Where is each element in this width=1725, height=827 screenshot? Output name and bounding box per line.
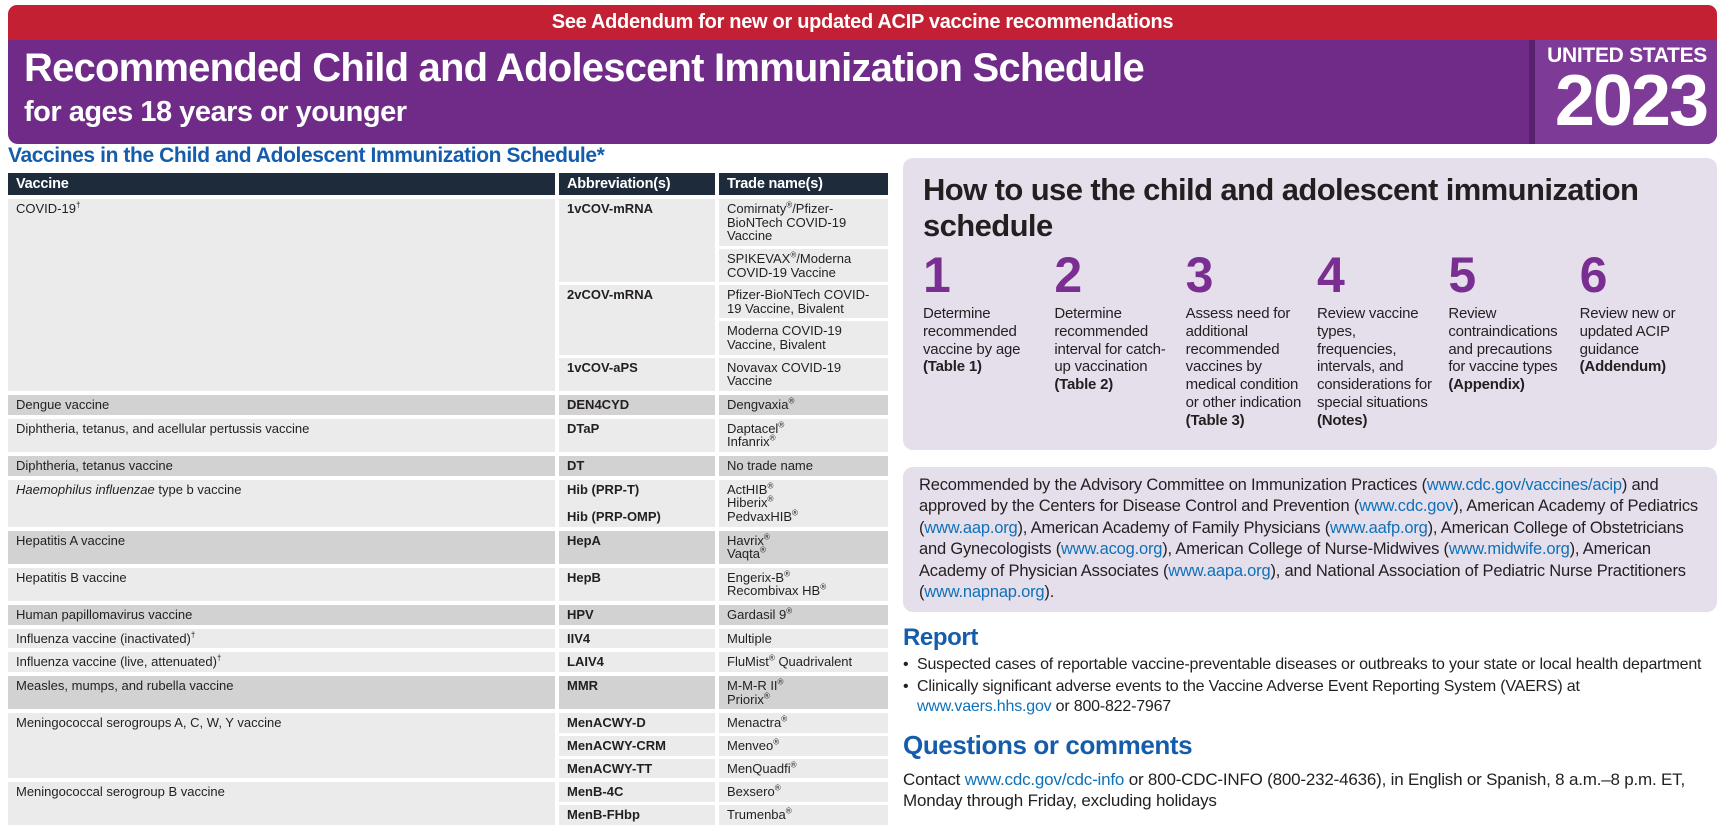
trade-name-cell: Menveo® <box>719 736 888 756</box>
abbr-trade-group <box>559 759 888 779</box>
superscript-dagger: † <box>190 630 196 640</box>
trade-name-cell: MenQuadfi® <box>719 759 888 779</box>
trade-name-cell: Bexsero® <box>719 782 888 802</box>
inline-link[interactable]: www.vaers.hhs.gov <box>917 697 1052 715</box>
contact-paragraph: Contact www.cdc.gov/cdc-info or 800-CDC-INFO (800-232-4636), in English or Spanish, 8 a.m.–8 p.m. ET, Monday through Friday, excluding holidays <box>903 770 1685 811</box>
abbreviation-cell: MMR <box>559 676 715 709</box>
table-title: Vaccines in the Child and Adolescent Immunization Schedule* <box>8 144 605 167</box>
abbr-trade-group <box>559 531 888 564</box>
table-row <box>8 605 888 625</box>
column-header-vaccine: Vaccine <box>8 173 555 195</box>
abbreviation-cell: 1vCOV-aPS <box>559 358 715 391</box>
page-subtitle: for ages 18 years or younger <box>24 96 407 128</box>
step-reference: (Table 2) <box>1054 376 1114 394</box>
how-to-step <box>1054 246 1171 429</box>
inline-link[interactable]: www.cdc.gov/vaccines/acip <box>1426 476 1622 494</box>
abbreviation-cell: HepA <box>559 531 715 564</box>
vaccine-name-cell: Diphtheria, tetanus, and acellular pertussis vaccine <box>8 419 555 452</box>
country-label: UNITED STATES <box>1547 44 1707 67</box>
abbr-trade-group <box>559 676 888 709</box>
how-to-step <box>923 246 1040 429</box>
table-row <box>8 199 888 391</box>
table-row <box>8 629 888 649</box>
step-text: Review new or updated ACIP guidance (Addendum) <box>1579 305 1676 376</box>
inline-link[interactable]: www.midwife.org <box>1448 540 1570 559</box>
abbr-trade-group <box>559 713 888 733</box>
inline-link[interactable]: www.aap.org <box>924 518 1018 537</box>
trade-name-cell: Comirnaty®/Pfizer-BioNTech COVID-19 Vaccine <box>719 199 888 246</box>
how-to-use-title: How to use the child and adolescent immunization schedule <box>923 172 1639 243</box>
trade-name-cells <box>719 782 888 802</box>
table-header-row <box>8 173 888 195</box>
trade-name-cell: Pfizer-BioNTech COVID-19 Vaccine, Bivalent <box>719 285 888 318</box>
table-row <box>8 480 888 527</box>
abbr-trade-groups <box>559 605 888 625</box>
trade-name-cells <box>719 456 888 476</box>
table-row <box>8 531 888 564</box>
vaccine-name-cell: Influenza vaccine (inactivated)† <box>8 629 555 649</box>
superscript-dagger: † <box>75 200 81 210</box>
abbreviation-cell: HPV <box>559 605 715 625</box>
trade-name-cells <box>719 419 888 452</box>
abbr-trade-group <box>559 395 888 415</box>
table-row <box>8 782 888 824</box>
abbr-trade-group <box>559 358 888 391</box>
vaccine-name-cell: Meningococcal serogroups A, C, W, Y vaccine <box>8 713 555 778</box>
inline-link[interactable]: www.cdc.gov <box>1359 497 1454 516</box>
table-row <box>8 395 888 415</box>
trade-name-cells <box>719 713 888 733</box>
abbr-trade-groups <box>559 531 888 564</box>
trade-name-cell: Menactra® <box>719 713 888 733</box>
abbr-trade-groups <box>559 568 888 601</box>
abbreviation-cell: MenB-FHbp <box>559 805 715 825</box>
trade-name-cells <box>719 736 888 756</box>
report-bullet: • Suspected cases of reportable vaccine-preventable diseases or outbreaks to your state or local health department <box>903 655 1717 675</box>
abbr-trade-groups <box>559 629 888 649</box>
abbr-trade-group <box>559 805 888 825</box>
abbreviation-cell: Hib (PRP-T) Hib (PRP-OMP) <box>559 480 715 527</box>
step-text: Determine recommended vaccine by age (Table 1) <box>923 305 1021 376</box>
step-number: 2 <box>1054 246 1083 303</box>
trade-name-cells <box>719 676 888 709</box>
step-text: Determine recommended interval for catch-up vaccination (Table 2) <box>1054 305 1166 394</box>
how-to-step <box>1185 246 1303 429</box>
how-to-step <box>1316 246 1434 429</box>
abbr-trade-groups <box>559 480 888 527</box>
abbr-trade-group <box>559 285 888 355</box>
addendum-banner <box>8 5 1717 40</box>
steps-list <box>923 246 1697 429</box>
trade-name-cell: No trade name <box>719 456 888 476</box>
report-bullet-list <box>903 655 1717 717</box>
report-heading: Report <box>903 623 978 651</box>
abbr-trade-groups <box>559 782 888 824</box>
abbr-trade-group <box>559 782 888 802</box>
step-number: 5 <box>1448 246 1477 303</box>
table-row <box>8 419 888 452</box>
abbreviation-cell: 2vCOV-mRNA <box>559 285 715 355</box>
inline-link[interactable]: www.acog.org <box>1061 540 1163 559</box>
step-reference: (Addendum) <box>1579 358 1666 376</box>
year-label: 2023 <box>1554 61 1707 141</box>
trade-name-cell: Multiple <box>719 629 888 649</box>
abbr-trade-groups <box>559 395 888 415</box>
report-bullet: • Clinically significant adverse events to the Vaccine Adverse Event Reporting System (VAERS) at www.vaers.hhs.gov or 800-822-7967 <box>903 677 1717 716</box>
title-banner <box>8 40 1717 144</box>
abbreviation-cell: DT <box>559 456 715 476</box>
abbreviation-cell: 1vCOV-mRNA <box>559 199 715 282</box>
inline-link[interactable]: www.aapa.org <box>1168 561 1271 580</box>
abbreviation-cell: MenACWY-D <box>559 713 715 733</box>
how-to-step <box>1579 246 1697 429</box>
abbreviation-cell: MenACWY-TT <box>559 759 715 779</box>
step-text: Review contraindications and precautions for vaccine types (Appendix) <box>1448 305 1558 394</box>
table-row <box>8 568 888 601</box>
inline-link[interactable]: www.aafp.org <box>1330 518 1428 537</box>
table-row <box>8 713 888 778</box>
how-to-use-box <box>903 158 1717 450</box>
trade-name-cell: M-M-R II® Priorix® <box>719 676 888 709</box>
vaccine-name-cell: Hepatitis B vaccine <box>8 568 555 601</box>
step-reference: (Table 3) <box>1185 411 1245 429</box>
vaccine-name-cell: Human papillomavirus vaccine <box>8 605 555 625</box>
document-header <box>8 5 1717 144</box>
trade-name-cell: Havrix® Vaqta® <box>719 531 888 564</box>
vaccine-name-cell: Measles, mumps, and rubella vaccine <box>8 676 555 709</box>
trade-name-cells <box>719 652 888 672</box>
recommended-by-paragraph: Recommended by the Advisory Committee on Immunization Practices (www.cdc.gov/vaccines/acip) and approved by the Centers for Disease Control and Prevention (www.cdc.gov), American Academy of Pediatrics (www.aap.org), American Academy of Family Physicians (www.aafp.org), American College of Obstetricians and Gynecologists (www.acog.org), American College of Nurse-Midwives (www.midwife.org), American Academy of Physician Associates (www.aapa.org), and National Association of Pediatric Nurse Practitioners (www.napnap.org). <box>903 467 1717 612</box>
abbr-trade-group <box>559 568 888 601</box>
inline-link[interactable]: www.cdc.gov/cdc-info <box>964 770 1125 790</box>
abbr-trade-groups <box>559 713 888 778</box>
table-row <box>8 456 888 476</box>
superscript-dagger: † <box>216 654 222 664</box>
table-body <box>8 199 888 825</box>
abbr-trade-groups <box>559 652 888 672</box>
vaccine-table-section <box>8 144 888 825</box>
step-number: 6 <box>1579 246 1608 303</box>
trade-name-cells <box>719 531 888 564</box>
abbr-trade-groups <box>559 419 888 452</box>
abbr-trade-groups <box>559 456 888 476</box>
trade-name-cells <box>719 395 888 415</box>
abbr-trade-groups <box>559 676 888 709</box>
vaccine-name-cell: Hepatitis A vaccine <box>8 531 555 564</box>
step-reference: (Notes) <box>1316 411 1368 429</box>
abbr-trade-group <box>559 419 888 452</box>
trade-name-cells <box>719 805 888 825</box>
vaccine-name-cell: COVID-19† <box>8 199 555 391</box>
abbreviation-cell: HepB <box>559 568 715 601</box>
abbr-trade-groups <box>559 199 888 391</box>
abbr-trade-group <box>559 456 888 476</box>
step-reference: (Appendix) <box>1448 376 1525 394</box>
trade-name-cells <box>719 199 888 282</box>
abbreviation-cell: MenACWY-CRM <box>559 736 715 756</box>
trade-name-cell: SPIKEVAX®/Moderna COVID-19 Vaccine <box>719 249 888 282</box>
year-block <box>1529 40 1717 144</box>
step-text: Assess need for additional recommended vaccines by medical condition or other indication (Table 3) <box>1185 305 1302 429</box>
trade-name-cells <box>719 358 888 391</box>
abbreviation-cell: DEN4CYD <box>559 395 715 415</box>
trade-name-cell: Engerix-B® Recombivax HB® <box>719 568 888 601</box>
abbr-trade-group <box>559 199 888 282</box>
step-number: 1 <box>923 246 951 303</box>
questions-heading: Questions or comments <box>903 730 1193 761</box>
trade-name-cells <box>719 629 888 649</box>
step-number: 4 <box>1316 246 1345 303</box>
trade-name-cell: Daptacel® Infanrix® <box>719 419 888 452</box>
addendum-notice: See Addendum for new or updated ACIP vaccine recommendations <box>551 11 1174 33</box>
trade-name-cells <box>719 285 888 355</box>
step-text: Review vaccine types, frequencies, intervals, and considerations for special situations (Notes) <box>1316 305 1432 429</box>
how-to-step <box>1448 246 1565 429</box>
step-number: 3 <box>1185 246 1214 303</box>
table-row <box>8 676 888 709</box>
trade-name-cells <box>719 759 888 779</box>
abbreviation-cell: LAIV4 <box>559 652 715 672</box>
vaccine-name-cell: Haemophilus influenzae type b vaccine <box>8 480 555 527</box>
table-row <box>8 652 888 672</box>
inline-link[interactable]: www.napnap.org <box>924 583 1045 602</box>
trade-name-cell: FluMist® Quadrivalent <box>719 652 888 672</box>
abbr-trade-group <box>559 652 888 672</box>
trade-name-cells <box>719 568 888 601</box>
trade-name-cells <box>719 480 888 527</box>
vaccine-name-cell: Dengue vaccine <box>8 395 555 415</box>
trade-name-cell: Gardasil 9® <box>719 605 888 625</box>
trade-name-cell: Dengvaxia® <box>719 395 888 415</box>
trade-name-cell: ActHIB® Hiberix® PedvaxHIB® <box>719 480 888 527</box>
abbr-trade-group <box>559 605 888 625</box>
vaccine-name-cell: Influenza vaccine (live, attenuated)† <box>8 652 555 672</box>
trade-name-cells <box>719 605 888 625</box>
abbreviation-cell: IIV4 <box>559 629 715 649</box>
abbreviation-cell: DTaP <box>559 419 715 452</box>
abbr-trade-group <box>559 480 888 527</box>
vaccine-name-cell: Diphtheria, tetanus vaccine <box>8 456 555 476</box>
trade-name-cell: Novavax COVID-19 Vaccine <box>719 358 888 391</box>
right-panel <box>903 158 1717 812</box>
trade-name-cell: Trumenba® <box>719 805 888 825</box>
abbr-trade-group <box>559 736 888 756</box>
page-title: Recommended Child and Adolescent Immunization Schedule <box>24 46 1144 90</box>
step-reference: (Table 1) <box>923 358 982 376</box>
vaccine-name-cell: Meningococcal serogroup B vaccine <box>8 782 555 824</box>
abbreviation-cell: MenB-4C <box>559 782 715 802</box>
trade-name-cell: Moderna COVID-19 Vaccine, Bivalent <box>719 321 888 354</box>
abbr-trade-group <box>559 629 888 649</box>
column-header-trade-names: Trade name(s) <box>719 173 888 195</box>
column-header-abbreviations: Abbreviation(s) <box>559 173 715 195</box>
